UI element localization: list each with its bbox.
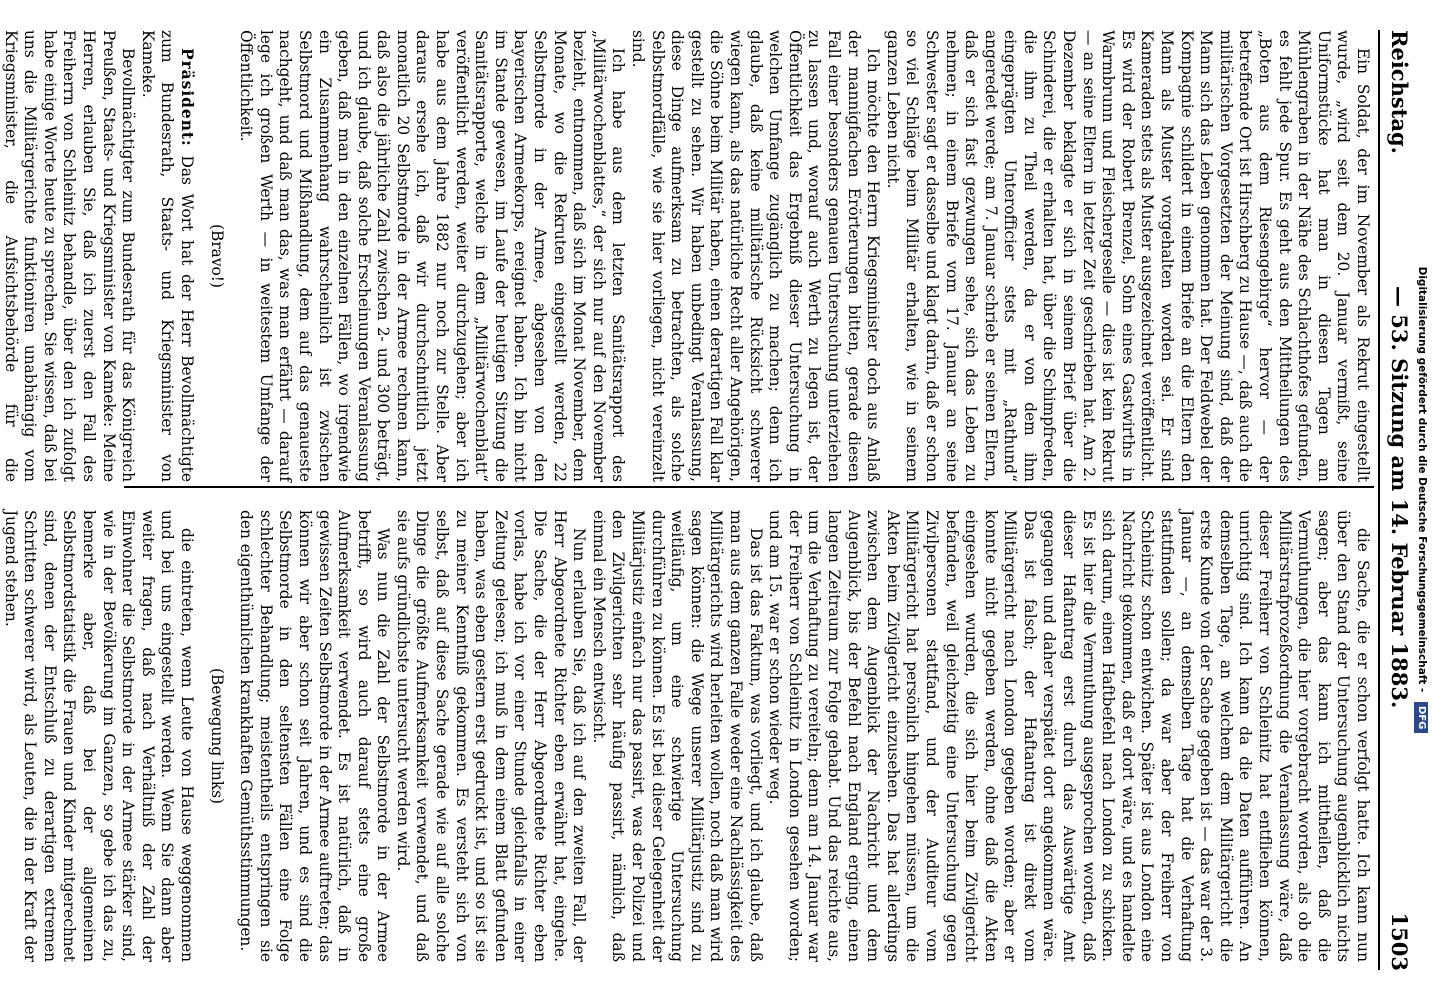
paragraph: Ich habe aus dem letzten Sanitätsrapport des „Militärwochenblattes,“ der sich nur auf den November bezieht, entnommen, daß sich im Monat November, dem Monate, wo die Rekruten eingestellt werden, 22 Selbstmorde in der Armee, abgesehen von den bayerischen Armeekorps, ereignet haben. Ich bin nicht im Stande gewesen, im Laufe der heutigen Sitzung die Sanitätsrapporte, welche in dem „Militärwochenblatt“ veröffentlicht werden, weiter durchzugehen; aber ich habe aus dem Jahre 1882 nur noch zur Stelle. Aber daraus ersehe ich, daß wir durchschnittlich jetzt monatlich 20 Selbstmorde in der Armee rechnen kann, daß also die jährliche Zahl zwischen 2- und 300 beträgt, und ich glaube, daß solche Erscheinungen Veranlassung geben, daß man in den einzelnen Fällen, wo irgendwie ein Zusammenhang wahrscheinlich ist zwischen Selbstmord und Mißhandlung, dem auf das genaueste nachgeht, und daß man das, was man erfährt — darauf lege ich großen Werth — in weitestem Umfange der Öffentlichkeit. xyxy=(237,30,628,482)
header-rule xyxy=(1378,30,1380,970)
paragraph: die Sache, die er schon verfolgt hatte. Ich kann nun über den Stand der Untersuchung augenblicklich nichts sagen; aber das kann ich mittheilen, daß die Vermuthungen, die hier vorgebracht worden, als ob die Militärstrafprozeßordnung die Veranlassung wäre, daß dieser Freiherr von Schleinitz hat entfliehen können, unrichtig sind. Ich kann da die Daten aufführen. An demselben Tage, an welchem dem Militärgericht die erste Kunde von der Sache gegeben ist — das war der 3. Januar —, an demselben Tage hat die Verhaftung stattfinden sollen; da war aber der Freiherr von Schleinitz schon entwichen. Später ist aus London eine Nachricht gekommen, daß er dort wäre, und es handelte sich darum, einen Haftbefehl nach London zu schicken. Es ist hier die Vermuthung ausgesprochen worden, daß dieser Haftantrag erst durch das Auswärtige Amt gegangen und daher verspätet dort angekommen wäre. Das ist falsch; der Haftantrag ist direkt vom Militärgericht nach London gegeben worden; aber er konnte nicht gegeben werden, ohne daß die Akten eingesehen wurden, die sich hier beim Zivilgericht befanden, weil gleichzeitig eine Untersuchung gegen Zivilpersonen stattfand, und der Auditeur vom Militärgericht hat persönlich hingehen müssen, um die Akten beim Zivilgericht einzusehen. Das hat allerdings zwischen dem Augenblick der Nachricht und dem Augenblick, bis der Befehl nach England erging, einen langen Zeitraum zur Folge gehabt. Und das reichte aus, um die Verhaftung zu vereiteln; denn am 14. Januar war der Freiherr von Schleinitz in London gesehen worden; und am 15. war er schon wieder weg. xyxy=(766,510,1372,962)
speaker-paragraph xyxy=(137,30,196,482)
left-column xyxy=(1,30,1372,482)
dfg-badge: DFG xyxy=(1414,702,1428,733)
page-header xyxy=(1384,26,1412,971)
header-left: Reichstag. xyxy=(1387,30,1412,154)
paragraph: Ich möchte den Herrn Kriegsminister doch aus Anlaß der mannigfachen Erörterungen bitten, gerade diesen Fall einer besonders genauen Untersuchung unterziehen zu lassen und, worauf auch Werth zu legen ist, der Öffentlichkeit das Ergebniß dieser Untersuchung in welchen Umfange zugänglich zu machen; denn ich glaube, daß keine militärische Rücksicht schwerer wiegen kann, als das natürliche Recht aller Angehörigen, die Söhne beim Militär haben, einen derartigen Fall klar gestellt zu sehen. Wir haben unbedingt Veranlassung, diese Dinge aufmerksam zu betrachten, als solche Selbstmordfälle, wie sie hier vorliegen, nicht vereinzelt sind. xyxy=(629,30,883,482)
paragraph: Bevollmächtigter zum Bundesrath für das Königreich Preußen, Staats- und Kriegsminister von Kameke: Meine Herren, erlauben Sie, daß ich zuerst den Fall des Freiherrn von Schleinitz behandle, über den ich zufolgt habe einige Worte heute zu sprechen. Sie wissen, daß bei uns die Militärgerichte funktioniren unabhängig vom Kriegsminister, die Aufsichtsbehörde für die xyxy=(1,30,138,482)
digitization-credit-strip xyxy=(1412,0,1432,1000)
header-center: — 53. Sitzung am 14. Februar 1883. xyxy=(1387,286,1412,709)
paragraph: Das ist das Faktum, was vorliegt, und ich glaube, daß man aus dem ganzen Falle weder eine Nachlässigkeit des Militärgerichts wird herleiten wollen, noch daß man wird sagen können: die Wege unserer Militärjustiz sind zu weitläufig, um eine schwierige Untersuchung durchführen zu können. Es ist bei dieser Gelegenheit der Militärjustiz einfach nur das passirt, was der Polizei und den Zivilgerichten sehr häufig passirt, nämlich, daß einmal ein Mensch entwischt. xyxy=(589,510,765,962)
column-divider xyxy=(124,486,1374,488)
paragraph: die eintreten, wenn Leute von Hause weggenommen und bei uns eingestellt werden. Wenn Sie dann aber weiter fragen, daß nach Verhältniß der Zahl der Einwohner die Selbstmorde in der Armee stärker sind, wie in der Bevölkerung im Ganzen, so gebe ich das zu, bemerke aber, daß bei der allgemeinen Selbstmordstatistik die Frauen und Kinder mitgerechnet sind, denen der Entschluß zu derartigen extremen Schritten schwerer wird, als Leuten, die in der Kraft der Jugend stehen. xyxy=(1,510,196,962)
speaker-text: Das Wort hat der Herr Bevollmächtigte zum Bundesrath, Staats- und Kriegsminister von Kameke. xyxy=(138,30,196,482)
speaker-label: Präsident: xyxy=(177,48,196,147)
interjection: (Bewegung links) xyxy=(207,667,226,805)
paragraph: Was nun die Zahl der Selbstmorde in der Armee betrifft, so wird auch darauf stets eine große Aufmerksamkeit verwendet. Es ist natürlich, daß in gewissen Zeiten Selbstmorde in der Armee auftreten; das können wir aber schon seit Jahren, und es sind die Selbstmorde in den seltensten Fällen eine Folge schlechter Behandlung; meistentheils entspringen sie den eigenthümlichen krankhaften Gemüthsstimmungen. xyxy=(237,510,393,962)
paragraph: Nun erlauben Sie, daß ich auf den zweiten Fall, der Herr Abgeordnete Richter eben erwähnt hat, eingehe. Die Sache, die der Herr Abgeordnete Richter eben vorlas, habe ich vor einer Stunde gleichfalls in einer Zeitung gelesen; ich muß in dem einem Blatt gefunden haben, was eben gestern erst gedruckt ist, und so ist sie zu meiner Kenntniß gekommen. Es versteht sich von selbst, daß auf diese Sache gerade wie auf alle solche Dinge die größte Aufmerksamkeit verwendet, und daß sie aufs gründlichste untersucht werden wird. xyxy=(393,510,589,962)
interjection: (Bravo!) xyxy=(207,224,226,288)
page-number: 1503 xyxy=(1387,912,1412,971)
paragraph: Ein Soldat, der im November als Rekrut eingestellt wurde, „wird seit dem 20. Januar vermißt, seine Uniformstücke hat man in diesen Tagen am Mühlengraben in der Nähe des Schlachthofes gefunden, es fehlt jede Spur. Es geht aus den Mittheilungen des „Boten aus dem Riesengebirge“ hervor — der betreffende Ort ist Hirschberg zu Hause —, daß auch die militärischen Vorgesetzten der Meinung sind, daß der Mann sich das Leben genommen hat. Der Feldwebel der Kompagnie schildert in einem Briefe an die Eltern den Mann als Muster vorgehalten worden sei. Er sind Kameraden stets als Muster ausgezeichnet veröffentlicht. Es wird der Robert Brenzel, Sohn eines Gastwirths in Warmbrunn und Fleischergeselle — dies ist kein Rekrut — an seine Eltern in letzter Zeit geschrieben hat. Am 2. Dezember beklagte er sich in seinem Brief über die Schinderei, die er erhalten hat, über die Schimpfreden, die ihm zu Theil werden, da er von dem ihm eingeprägten Unterofficier stets mit „Rathund“ angeredet werde; am 7. Januar schrieb er seinen Eltern, daß er sich fast gezwungen sehe, sich das Leben zu nehmen; in einem Briefe vom 17. Januar an seine Schwester sagt er dasselbe und klagt darin, daß er schon so viel Schläge beim Militär erhalten, wie in seinem ganzen Leben nicht. xyxy=(883,30,1372,482)
right-column xyxy=(1,510,1372,962)
credit-line xyxy=(1412,0,1432,1000)
credit-text: Digitalisierung gefördert durch die Deutsche Forschungsgemeinschaft - xyxy=(1416,266,1428,693)
